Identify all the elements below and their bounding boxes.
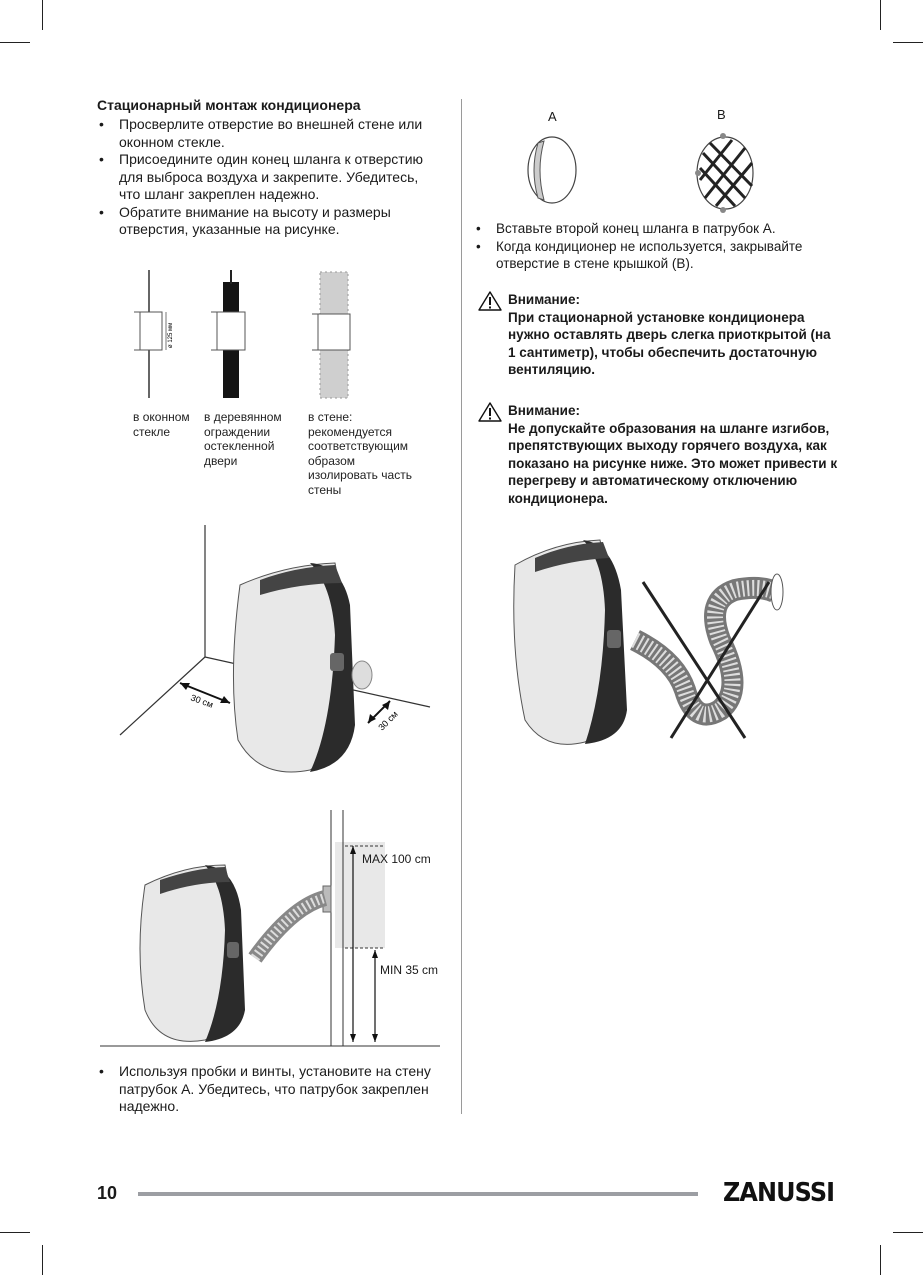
list-item: • Вставьте второй конец шланга в патрубок А. xyxy=(474,220,819,238)
part-label-a: A xyxy=(548,109,557,124)
warning-body: Не допускайте образования на шланге изгибов, препятствующих выходу горячего воздуха, как показано на рисунке ниже. Это может привести к перегреву и автоматическому отключению кондиционера. xyxy=(508,420,838,506)
clearance-label-right: 30 см xyxy=(376,708,400,733)
column-divider xyxy=(461,99,462,1114)
list-item: • Используя пробки и винты, установите на стену патрубок А. Убедитесь, что патрубок закреплен надежно. xyxy=(97,1063,437,1116)
max-height-label: MAX 100 cm xyxy=(362,852,431,866)
caption-door: в деревянном ограждении остекленной двери xyxy=(204,410,282,468)
list-item: • Обратите внимание на высоту и размеры отверстия, указанные на рисунке. xyxy=(97,204,437,239)
parts-diagram xyxy=(520,128,760,218)
intro-bullet-list xyxy=(97,116,437,239)
crop-mark xyxy=(880,0,881,30)
list-item: • Когда кондиционер не используется, закрывайте отверстие в стене крышкой (В). xyxy=(474,238,819,273)
clearance-diagram xyxy=(110,525,440,785)
warning-body: При стационарной установке кондиционера нужно оставлять дверь слегка приоткрытой (на 1 сантиметр), чтобы обеспечить достаточную вентиляцию. xyxy=(508,309,831,377)
crop-mark xyxy=(880,1245,881,1275)
warning-ventilation xyxy=(478,291,838,379)
clearance-label-left: 30 см xyxy=(189,692,215,710)
warning-title: Внимание: xyxy=(508,403,580,418)
section-heading: Стационарный монтаж кондиционера xyxy=(97,97,361,113)
diameter-label: ø 125 мм xyxy=(168,322,174,348)
caption-window: в оконном стекле xyxy=(133,410,190,439)
crop-mark xyxy=(893,42,923,43)
bottom-bullet-list xyxy=(97,1063,437,1116)
warning-icon xyxy=(478,402,502,422)
installation-options-diagram xyxy=(120,262,430,402)
crop-mark xyxy=(0,1232,30,1233)
warning-icon xyxy=(478,291,502,311)
part-label-b: B xyxy=(717,107,726,122)
warning-title: Внимание: xyxy=(508,292,580,307)
crop-mark xyxy=(0,42,30,43)
list-item: • Просверлите отверстие во внешней стене или оконном стекле. xyxy=(97,116,437,151)
crop-mark xyxy=(42,1245,43,1275)
crop-mark xyxy=(42,0,43,30)
page-number: 10 xyxy=(97,1183,118,1203)
warning-hose-bends xyxy=(478,402,838,507)
min-height-label: MIN 35 cm xyxy=(380,963,439,977)
brand-logo: ZANUSSI xyxy=(723,1178,835,1208)
caption-wall: в стене: рекомендуется соответствующим образом изолировать часть стены xyxy=(308,410,412,497)
height-diagram xyxy=(95,810,445,1050)
incorrect-hose-diagram xyxy=(505,530,795,755)
list-item: • Присоедините один конец шланга к отверстию для выброса воздуха и закрепите. Убедитесь, что шланг закреплен надежно. xyxy=(97,151,437,204)
crop-mark xyxy=(893,1232,923,1233)
footer-bar xyxy=(138,1192,698,1196)
right-bullet-list xyxy=(474,220,819,273)
